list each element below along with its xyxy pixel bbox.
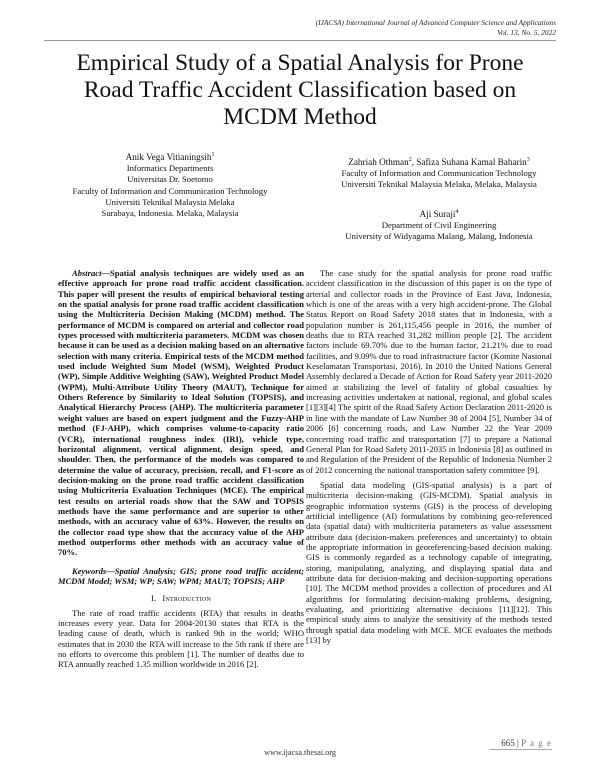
page-word: P a g e [521,738,552,748]
author-separator: , [411,157,417,167]
page-number: 665 [501,738,515,748]
author-block-3 [306,209,572,243]
author-name: Anik Vega Vitianingsih [125,152,212,162]
affiliation-line: Universiti Teknikal Malaysia Melaka [105,196,235,207]
affiliation-line: Faculty of Information and Communication Technology [341,168,537,179]
paper-title: Empirical Study of a Spatial Analysis for Prone Road Traffic Accident Classification based on MCDM Method [76,50,524,130]
author-sup: 1 [211,151,215,158]
section-number: I. [151,593,157,604]
affiliation-line: Universitas Dr. Soetomo [127,174,213,185]
author-name: Aji Suraji [419,209,456,219]
author-block-1 [40,152,300,219]
abstract [58,268,304,558]
header-divider [44,40,556,41]
footer-url: www.ijacsa.thesai.org [264,748,336,757]
journal-volume: Vol. 13, No. 5, 2022 [497,27,556,37]
section-heading [58,593,304,603]
affiliation-line: Department of Civil Engineering [381,220,497,231]
page-separator: | [514,738,522,748]
affiliation-line: Faculty of Information and Communication Technology [72,185,268,196]
abstract-label: Abstract— [72,268,110,278]
affiliation-line: University of Widyagama Malang, Malang, Indonesia [345,231,533,242]
page-number-block [501,738,552,748]
affiliation-line: Surabaya, Indonesia. Melaka, Malaysia [101,208,239,219]
journal-name: (IJACSA) International Journal of Advanced Computer Science and Applications [315,18,556,27]
author-sup: 2 [408,156,412,163]
left-column [58,268,304,670]
author-name: Zahriah Othman [348,157,409,167]
journal-header [316,18,556,37]
section-title: Introduction [162,593,211,604]
intro-paragraph: The rate of road traffic accidents (RTA) that results in deaths increases every year. Data for 2004-20130 states that RTA is the leading cause of death, which is ranked 9th in the world; WHO estimates that in 2030 the RTA will increase to the 5th rank if there are no efforts to overcome this problem [1]. The number of deaths due to RTA annually reached 1.35 million worldwide in 2016 [2]. [58,607,304,670]
keywords: Keywords—Spatial Analysis; GIS; prone road traffic accident; MCDM Model; WSM; WP; SAW; WPM; MAUT; TOPSIS; AHP [58,565,304,586]
abstract-text: Spatial analysis techniques are widely used as an effective approach for prone road traffic accident classification. This paper will present the results of empirical behavioral testing on the spatial analysis for prone road traffic accident classification using the Multicriteria Decision Making (MCDM) method. The performance of MCDM is compared on arterial and collector road types processed with multicriteria parameters. MCDM was chosen because it can be used as a decision making based on an alternative selection with many criteria. Empirical tests of the MCDM method used include Weighted Sum Model (WSM), Weighted Product (WP), Simple Additive Weighting (SAW), Weighted Product Model (WPM), Multi-Attribute Utility Theory (MAUT), Technique for Others Reference by Similarity to Ideal Solution (TOPSIS), and Analytical Hierarchy Process (AHP). The multicriteria parameter weight values are based on expert judgment and the Fuzzy-AHP method (FJ-AHP), which comprises volume-to-capacity ratio (VCR), international roughness index (IRI), vehicle type, horizontal alignment, vertical alignment, design speed, and shoulder. Then, the performance of the models was compared to determine the value of accuracy, precision, recall, and F1-score as decision-making on the prone road traffic accident classification using Multicriteria Evaluation Techniques (MCE). The empirical test results on arterial roads show that the SAW and TOPSIS methods have the same performance and are superior to other methods, with an accuracy value of 63%. However, the results on the collector road type show that the accuracy value of the AHP method outperforms other methods with an accuracy value of 70%. [58,268,304,558]
author-block-2 [306,157,572,191]
author-sup: 4 [455,208,459,215]
affiliation-line: Universiti Teknikal Malaysia Melaka, Melaka, Malaysia [341,179,537,190]
body-paragraph: Spatial data modeling (GIS-spatial analysis) is a part of multicriteria decision-making (GIS-MCDM). Spatial analysis in geographic information systems (GIS) is the process of developing artificial intelligence (AI) formulations by combining geo-referenced data (spatial data) with multicriteria parameters as value assessment attribute data (decision-makers preferences and uncertainty) to obtain the appropriate information in georeferencing-based decision making. GIS is commonly regarded as a technology capable of integrating, storing, manipulating, analyzing, and displaying spatial data and attribute data for decision-making and decision-supporting operations [10]. The MCDM method provides a collection of procedures and AI algorithms for formulating decision-making problems, designing, evaluating, and prioritizing alternative decisions [11][12]. This empirical study aims to analyze the sensitivity of the methods tested through spatial data modeling with MCE. MCE evaluates the methods [13] by [306,479,552,646]
author-name: Safiza Suhana Kamal Baharin [416,157,527,167]
affiliation-line: Informatics Departments [126,163,214,174]
author-sup: 3 [526,156,530,163]
body-paragraph: The case study for the spatial analysis for prone road traffic accident classification in the discussion of this paper is on the type of arterial and collector roads in the Province of East Java, Indonesia, which is one of the areas with a very high accident-prone. The Global Status Report on Road Safety 2018 states that in Indonesia, with a population number is 261,115,456 people in 2016, the number of deaths due to RTA reached 31,282 million people [2]. The accident factors include 69.70% due to the human factor, 21.21% due to road facilities, and 9.09% due to road infrastructure factor (Komite Nasional Keselamatan Transportasi, 2016). In 2010 the United Nations General Assembly declared a Decade of Action for Road Safety year 2011-2020 aimed at stabilizing the level of fatality of global casualties by increasing activities undertaken at national, regional, and global scales [1][3][4] The spirit of the Road Safety Action Declaration 2011-2020 is in line with the mandate of Law Number 38 of 2004 [5], Number 34 of 2006 [6] concerning roads, and Law Number 22 the Year 2009 concerning road traffic and transportation [7] to prepare a National General Plan for Road Safety 2011-2035 in Indonesia [8] as outlined in and Regulation of the President of the Republic of Indonesia Number 2 of 2012 concerning the national transportation safety committee [9]. [306,268,552,475]
right-column [306,268,552,645]
